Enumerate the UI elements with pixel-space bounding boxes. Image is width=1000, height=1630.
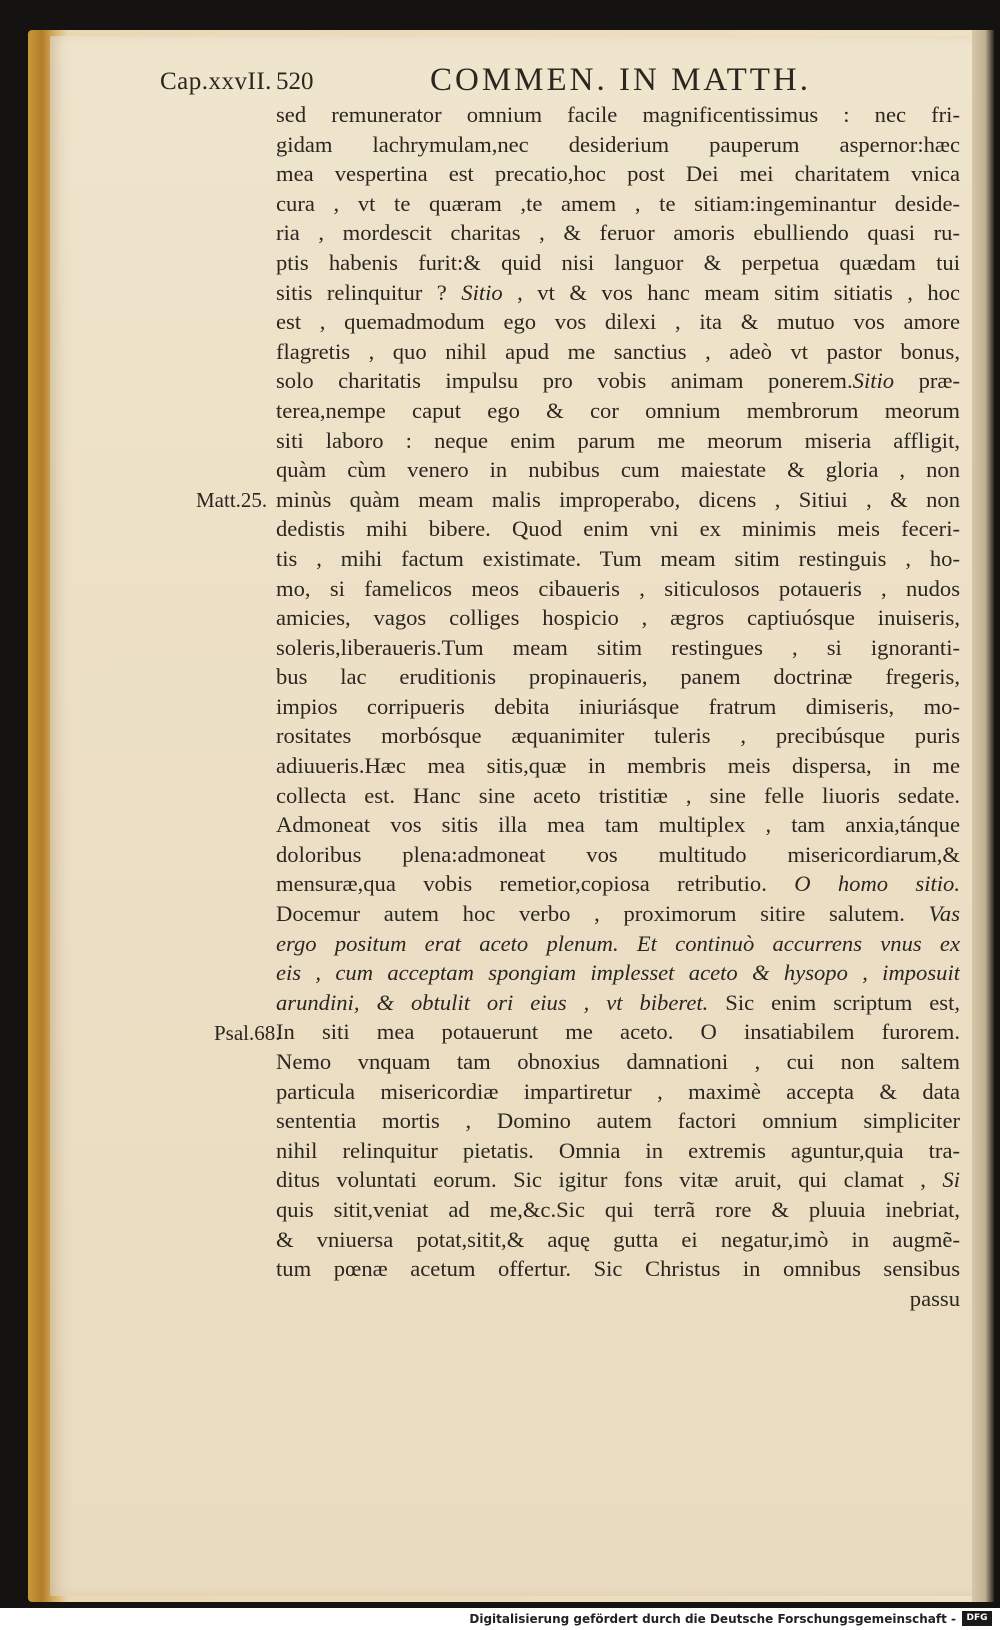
- text-line: [276, 159, 960, 189]
- page-number: 520: [276, 68, 314, 95]
- text-run: mo, si famelicos meos cibaueris , siticulosos potaueris , nudos: [276, 575, 960, 601]
- text-line: [276, 781, 960, 811]
- italic-quote: arundini, & obtulit ori eius , vt biberet.: [276, 989, 709, 1015]
- text-line: [276, 899, 960, 929]
- text-line: [276, 988, 960, 1018]
- text-run: Nemo vnquam tam obnoxius damnationi , cui non saltem: [276, 1049, 960, 1074]
- text-run: cura , vt te quæram ,te amem , te sitiam:ingeminantur deside-: [276, 190, 960, 216]
- text-line: [276, 1106, 960, 1136]
- text-line: [276, 810, 960, 840]
- text-line: [276, 1254, 960, 1284]
- italic-quote: Sitio: [461, 279, 503, 305]
- text-run: adiuueris.Hæc mea sitis,quæ in membris meis dispersa, in me: [276, 753, 960, 779]
- chapter-label: Cap.xxvII.: [160, 68, 272, 95]
- text-line: [276, 840, 960, 870]
- dfg-logo: DFG: [962, 1611, 992, 1626]
- text-line: [276, 574, 960, 604]
- text-line: [276, 337, 960, 367]
- italic-quote: eis , cum acceptam spongiam implesset aceto & hysopo , imposuit: [276, 960, 960, 986]
- text-run: mensuræ,qua vobis remetior,copiosa retributio.: [276, 871, 795, 897]
- text-run: rositates morbósque æquanimiter tuleris , precibúsque puris: [276, 723, 960, 749]
- text-run: ria , mordescit charitas , & feruor amoris ebulliendo quasi ru-: [276, 220, 960, 246]
- text-run: est , quemadmodum ego vos dilexi , ita & mutuo vos amore: [276, 309, 960, 335]
- text-run: quàm cùm venero in nubibus cum maiestate & gloria , non: [276, 457, 960, 483]
- text-line: [276, 189, 960, 219]
- text-run: gidam lachrymulam,nec desiderium pauperum aspernor:hæc: [276, 131, 960, 157]
- text-line: [276, 1047, 960, 1077]
- text-line: [276, 366, 960, 396]
- text-line: [276, 633, 960, 663]
- italic-quote: Vas: [928, 901, 960, 927]
- text-line: [276, 278, 960, 308]
- text-line: [276, 1225, 960, 1255]
- text-run: amicies, vagos colliges hospicio , ægros captiuósque inuiseris,: [276, 605, 960, 631]
- text-run: solo charitatis impulsu pro vobis animam ponerem.: [276, 368, 853, 394]
- text-line: [276, 751, 960, 781]
- text-run: Sic enim scriptum est,: [708, 989, 960, 1015]
- text-run: ditus voluntati eorum. Sic igitur fons vitæ aruit, qui clamat ,: [276, 1167, 943, 1193]
- text-line: [276, 603, 960, 633]
- text-line: [276, 248, 960, 278]
- text-line: [276, 1017, 960, 1047]
- italic-quote: O homo sitio.: [794, 871, 960, 897]
- text-run: impios corripueris debita iniuriásque fratrum dimiseris, mo-: [276, 693, 960, 719]
- text-run: terea,nempe caput ego & cor omnium membrorum meorum: [276, 397, 960, 423]
- italic-quote: ergo positum erat aceto plenum. Et continuò accurrens vnus ex: [276, 930, 960, 956]
- italic-quote: Sitio: [852, 368, 895, 394]
- text-line: [276, 396, 960, 426]
- text-run: mea vespertina est precatio,hoc post Dei mei charitatem vnica: [276, 161, 960, 187]
- text-run: dedistis mihi bibere. Quod enim vni ex minimis meis feceri-: [276, 516, 960, 542]
- text-run: collecta est. Hanc sine aceto tristitiæ , sine felle liuoris sedate.: [276, 782, 960, 808]
- text-run: In siti mea potauerunt me aceto. O insatiabilem furorem.: [276, 1019, 960, 1045]
- text-run: doloribus plena:admoneat vos multitudo misericordiarum,&: [276, 841, 960, 867]
- text-run: quis sitit,veniat ad me,&c.Sic qui terrã rore & pluuia inebriat,: [276, 1196, 960, 1222]
- text-run: sed remunerator omnium facile magnificentissimus : nec fri-: [276, 102, 960, 127]
- text-line: [276, 100, 960, 130]
- text-line: [276, 130, 960, 160]
- text-run: Admoneat vos sitis illa mea tam multiplex , tam anxia,tánque: [276, 812, 960, 838]
- text-line: [276, 455, 960, 485]
- text-line: [276, 514, 960, 544]
- text-line: [276, 929, 960, 959]
- text-run: sententia mortis , Domino autem factori omnium simpliciter: [276, 1108, 960, 1134]
- text-run: ptis habenis furit:& quid nisi languor & perpetua quædam tui: [276, 249, 960, 275]
- text-run: flagretis , quo nihil apud me sanctius , adeò vt pastor bonus,: [276, 338, 960, 364]
- text-line: [276, 218, 960, 248]
- text-run: & vniuersa potat,sitit,& aquę gutta ei negatur,imò in augmẽ-: [276, 1226, 960, 1252]
- catchword: passu: [909, 1286, 960, 1311]
- text-line: [276, 1077, 960, 1107]
- body-text: [276, 100, 960, 1284]
- running-head: [160, 62, 960, 102]
- text-line: [276, 662, 960, 692]
- text-run: particula misericordiæ impartiretur , maximè accepta & data: [276, 1078, 960, 1104]
- text-line: [276, 869, 960, 899]
- catchword-container: [276, 1284, 960, 1314]
- text-line: [276, 1165, 960, 1195]
- text-run: soleris,liberaueris.Tum meam sitim restingues , si ignoranti-: [276, 634, 960, 660]
- text-run: tum pœnæ acetum offertur. Sic Christus in omnibus sensibus: [276, 1256, 960, 1282]
- running-title: COMMEN. IN MATTH.: [430, 62, 811, 98]
- text-run: tis , mihi factum existimate. Tum meam sitim restinguis , ho-: [276, 545, 960, 571]
- text-line: [276, 307, 960, 337]
- text-line: [276, 426, 960, 456]
- text-run: Docemur autem hoc verbo , proximorum sitire salutem.: [276, 901, 929, 927]
- text-run: , vt & vos hanc meam sitim sitiatis , hoc: [502, 279, 960, 305]
- text-line: [276, 485, 960, 515]
- text-run: præ-: [894, 368, 960, 394]
- page-gutter-shadow: [972, 30, 994, 1602]
- margin-note: Matt.25.: [196, 487, 268, 512]
- text-line: [276, 958, 960, 988]
- text-line: [276, 1195, 960, 1225]
- text-run: siti laboro : neque enim parum me meorum miseria affligit,: [276, 427, 960, 453]
- text-line: [276, 1136, 960, 1166]
- italic-quote: Si: [942, 1167, 960, 1193]
- text-run: bus lac eruditionis propinaueris, panem doctrinæ fregeris,: [276, 664, 960, 690]
- text-line: [276, 692, 960, 722]
- text-line: [276, 544, 960, 574]
- text-run: nihil relinquitur pietatis. Omnia in extremis aguntur,quia tra-: [276, 1137, 960, 1163]
- margin-note: Psal.68.: [214, 1020, 281, 1045]
- text-run: sitis relinquitur ?: [276, 279, 462, 305]
- text-line: [276, 721, 960, 751]
- footer-credit: Digitalisierung gefördert durch die Deutsche Forschungsgemeinschaft -: [469, 1612, 956, 1626]
- text-run: minùs quàm meam malis improperabo, dicens , Sitiui , & non: [276, 486, 960, 512]
